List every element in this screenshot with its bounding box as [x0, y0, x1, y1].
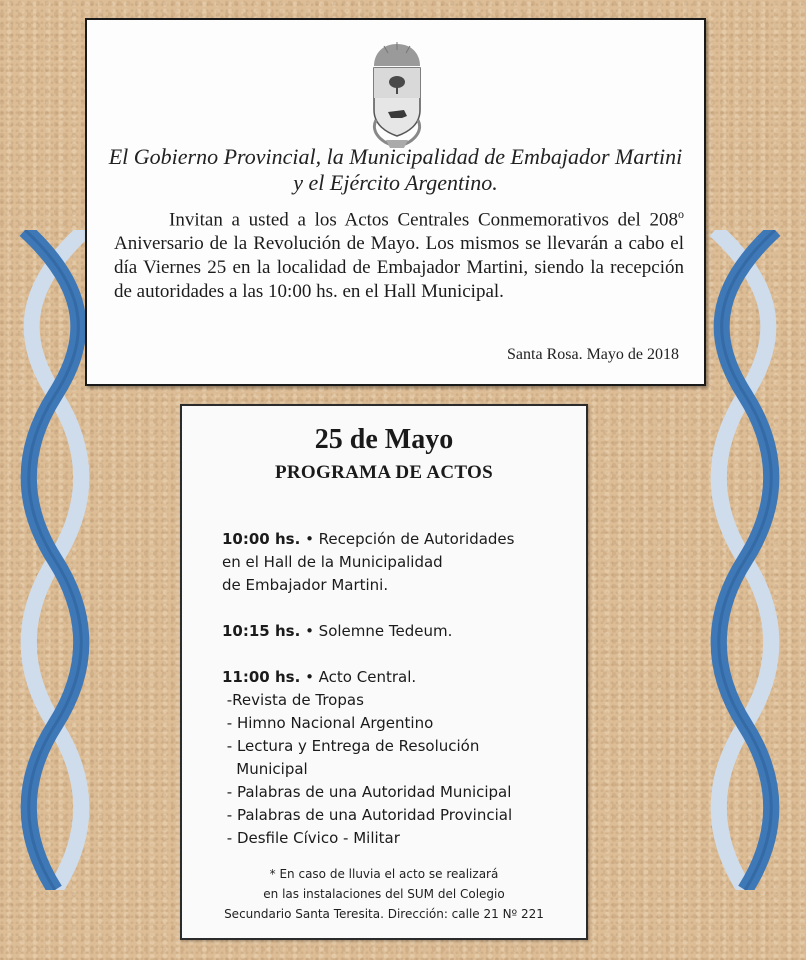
- program-item: [222, 528, 562, 597]
- program-item: [222, 620, 562, 643]
- item-time: 11:00 hs.: [222, 668, 301, 686]
- invitation-heading-line1: El Gobierno Provincial, la Municipalidad de Embajador Martini: [108, 144, 683, 169]
- place-and-date: Santa Rosa. Mayo de 2018: [507, 346, 679, 363]
- item-text: de Embajador Martini.: [222, 576, 389, 594]
- rain-note-line: * En caso de lluvia el acto se realizará: [269, 867, 499, 881]
- rain-note-line: Secundario Santa Teresita. Dirección: calle 21 Nº 221: [224, 907, 544, 921]
- acto-step: -Revista de Tropas: [222, 691, 364, 709]
- invitation-body: [114, 202, 684, 304]
- invitation-body-end: Aniversario de la Revolución de Mayo. Los mismos se llevarán a cabo el día Viernes 25 en la localidad de Embajador Martini, siendo la recepción de autoridades a las 10:00 hs. en el Hall Municipal.: [114, 233, 684, 303]
- acto-step: - Desfile Cívico - Militar: [222, 829, 400, 847]
- item-text: • Solemne Tedeum.: [305, 622, 453, 640]
- right-ribbon-decoration: [700, 230, 790, 890]
- program-date: 25 de Mayo: [314, 424, 454, 455]
- program-title: PROGRAMA DE ACTOS: [275, 462, 493, 483]
- invitation-body-start: Invitan a usted a los Actos Centrales Conmemorativos del 208: [169, 209, 678, 231]
- ordinal-superscript: o: [678, 207, 684, 221]
- acto-step: Municipal: [222, 760, 308, 778]
- item-time: 10:00 hs.: [222, 530, 301, 548]
- program-card: [180, 404, 588, 940]
- invitation-card: [85, 18, 706, 386]
- program-items: [222, 528, 562, 850]
- acto-step: - Himno Nacional Argentino: [222, 714, 434, 732]
- acto-step: - Palabras de una Autoridad Municipal: [222, 783, 512, 801]
- rain-note-line: en las instalaciones del SUM del Colegio: [263, 887, 505, 901]
- rain-note: [182, 864, 586, 924]
- acto-step: - Palabras de una Autoridad Provincial: [222, 806, 513, 824]
- item-time: 10:15 hs.: [222, 622, 301, 640]
- item-text: • Acto Central.: [305, 668, 417, 686]
- item-text: en el Hall de la Municipalidad: [222, 553, 443, 571]
- invitation-heading-line2: y el Ejército Argentino.: [293, 170, 498, 195]
- item-text: • Recepción de Autoridades: [305, 530, 515, 548]
- program-item: [222, 666, 562, 850]
- provincial-coat-of-arms-icon: [364, 40, 430, 152]
- acto-step: - Lectura y Entrega de Resolución: [222, 737, 480, 755]
